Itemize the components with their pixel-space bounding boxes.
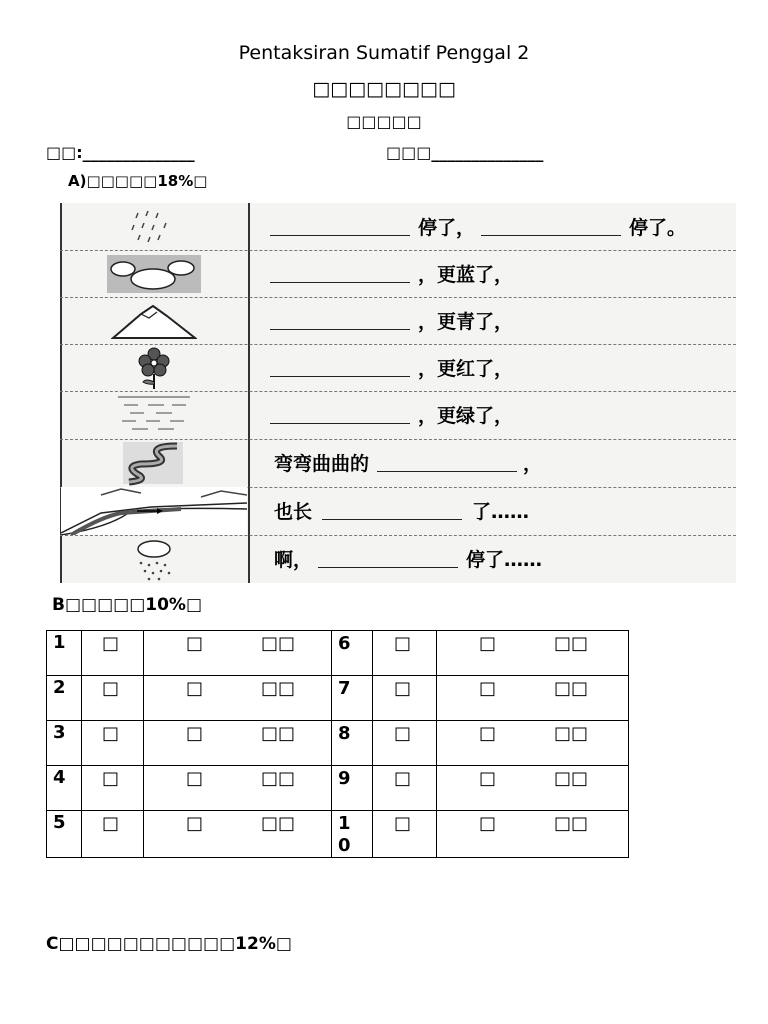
cell-text: □	[479, 723, 497, 744]
class-line: ______________	[431, 143, 544, 162]
class-field[interactable]	[386, 143, 543, 162]
cell-text: □	[101, 723, 119, 744]
cloud-rain-icon	[60, 535, 248, 582]
row-text: ，更绿了，	[418, 405, 514, 427]
table-row	[47, 631, 629, 676]
cell-text: □□	[553, 678, 588, 699]
clouds-icon	[60, 250, 248, 297]
section-b-table	[46, 630, 629, 858]
table-cell	[82, 676, 144, 721]
cell-text: □	[186, 633, 204, 654]
section-a-heading: A)□□□□□18%□	[68, 172, 208, 190]
cell-text: □	[393, 723, 411, 744]
row-number-cell	[332, 631, 373, 676]
fill-row-4	[250, 344, 736, 391]
cell-text: □□	[260, 678, 295, 699]
cell-text: □	[101, 813, 119, 834]
answer-blank[interactable]	[270, 311, 410, 330]
row-number: 6	[338, 633, 351, 654]
table-row	[47, 811, 629, 858]
road-icon	[60, 487, 248, 534]
cell-text: □	[101, 678, 119, 699]
fill-row-2	[250, 250, 736, 297]
row-number-cell	[47, 811, 82, 858]
rain-icon	[60, 203, 248, 250]
table-row	[47, 766, 629, 811]
grass-icon	[60, 391, 248, 438]
table-row	[47, 721, 629, 766]
row-text: 了……	[472, 501, 530, 523]
table-cell	[373, 631, 437, 676]
class-label: □□□	[386, 143, 432, 162]
name-line: ______________	[82, 143, 195, 162]
answer-blank[interactable]	[270, 264, 410, 283]
table-cell	[373, 766, 437, 811]
name-label: □□:	[46, 143, 83, 162]
row-text: ，更红了，	[418, 358, 514, 380]
row-number-cell	[332, 721, 373, 766]
row-number: 5	[53, 812, 66, 833]
cell-text: □□	[260, 633, 295, 654]
table-cell	[144, 766, 332, 811]
row-number-cell	[332, 811, 373, 858]
answer-blank[interactable]	[377, 453, 517, 472]
row-number-cell	[47, 766, 82, 811]
table-cell	[82, 811, 144, 858]
cell-text: □	[393, 813, 411, 834]
cell-text: □	[186, 723, 204, 744]
table-cell	[437, 631, 629, 676]
section-b-heading: B□□□□□10%□	[52, 595, 203, 615]
answer-blank[interactable]	[270, 217, 410, 236]
cell-text: □	[101, 768, 119, 789]
table-cell	[82, 631, 144, 676]
fill-row-8	[250, 535, 736, 582]
page-subtitle: □□□□□□□□	[312, 78, 456, 100]
row-text: 停了……	[466, 549, 543, 571]
row-number-cell	[47, 721, 82, 766]
answer-blank[interactable]	[322, 501, 462, 520]
page-title: Pentaksiran Sumatif Penggal 2	[238, 42, 530, 64]
flower-icon	[60, 344, 248, 391]
cell-text: □□	[553, 723, 588, 744]
row-number: 9	[338, 768, 351, 789]
cell-text: □	[186, 813, 204, 834]
row-text: ，更青了，	[418, 311, 514, 333]
table-cell	[437, 766, 629, 811]
cell-text: □□	[553, 813, 588, 834]
table-cell	[373, 721, 437, 766]
row-text: 啊，	[274, 549, 313, 571]
table-cell	[144, 631, 332, 676]
cell-text: □□	[260, 768, 295, 789]
cell-text: □	[479, 768, 497, 789]
table-cell	[373, 811, 437, 858]
river-icon	[60, 439, 248, 486]
cell-text: □	[393, 768, 411, 789]
row-number: 3	[53, 722, 66, 743]
row-text: 弯弯曲曲的	[274, 453, 370, 475]
cell-text: □□	[260, 813, 295, 834]
row-number: 7	[338, 678, 351, 699]
row-text: ，	[523, 453, 543, 475]
table-cell	[82, 721, 144, 766]
worksheet-image	[60, 203, 736, 583]
table-cell	[82, 766, 144, 811]
row-number-cell	[332, 766, 373, 811]
fill-row-1	[250, 203, 736, 250]
answer-blank[interactable]	[270, 358, 410, 377]
row-number-cell	[332, 676, 373, 721]
cell-text: □	[101, 633, 119, 654]
cell-text: □	[393, 633, 411, 654]
answer-blank[interactable]	[481, 217, 621, 236]
row-text: 停了，	[418, 217, 476, 239]
row-text: 停了。	[629, 217, 687, 239]
answer-blank[interactable]	[270, 405, 410, 424]
row-number: 8	[338, 723, 351, 744]
cell-text: □	[479, 813, 497, 834]
cell-text: □	[393, 678, 411, 699]
row-number: 1	[53, 632, 66, 653]
row-text: ，更蓝了，	[418, 264, 514, 286]
cell-text: □□	[260, 723, 295, 744]
table-row	[47, 676, 629, 721]
cell-text: □	[479, 678, 497, 699]
cell-text: □	[186, 768, 204, 789]
table-cell	[437, 811, 629, 858]
table-cell	[144, 721, 332, 766]
cell-text: □□	[553, 768, 588, 789]
fill-row-3	[250, 297, 736, 344]
fill-row-7	[250, 487, 736, 534]
subject-label: □□□□□	[346, 112, 422, 131]
name-field[interactable]	[46, 143, 195, 162]
fill-row-6	[250, 439, 736, 486]
row-text: 也长	[274, 501, 313, 523]
cell-text: □	[186, 678, 204, 699]
table-cell	[437, 676, 629, 721]
section-c-heading: C□□□□□□□□□□□12%□	[46, 934, 292, 954]
row-number-cell	[47, 631, 82, 676]
row-number: 2	[53, 677, 66, 698]
mountain-icon	[60, 297, 248, 344]
table-cell	[144, 676, 332, 721]
row-number: 4	[53, 767, 66, 788]
table-cell	[144, 811, 332, 858]
table-cell	[437, 721, 629, 766]
fill-row-5	[250, 391, 736, 438]
cell-text: □	[479, 633, 497, 654]
table-cell	[373, 676, 437, 721]
row-number-cell	[47, 676, 82, 721]
cell-text: □□	[553, 633, 588, 654]
row-number: 10	[338, 813, 351, 856]
answer-blank[interactable]	[318, 549, 458, 568]
